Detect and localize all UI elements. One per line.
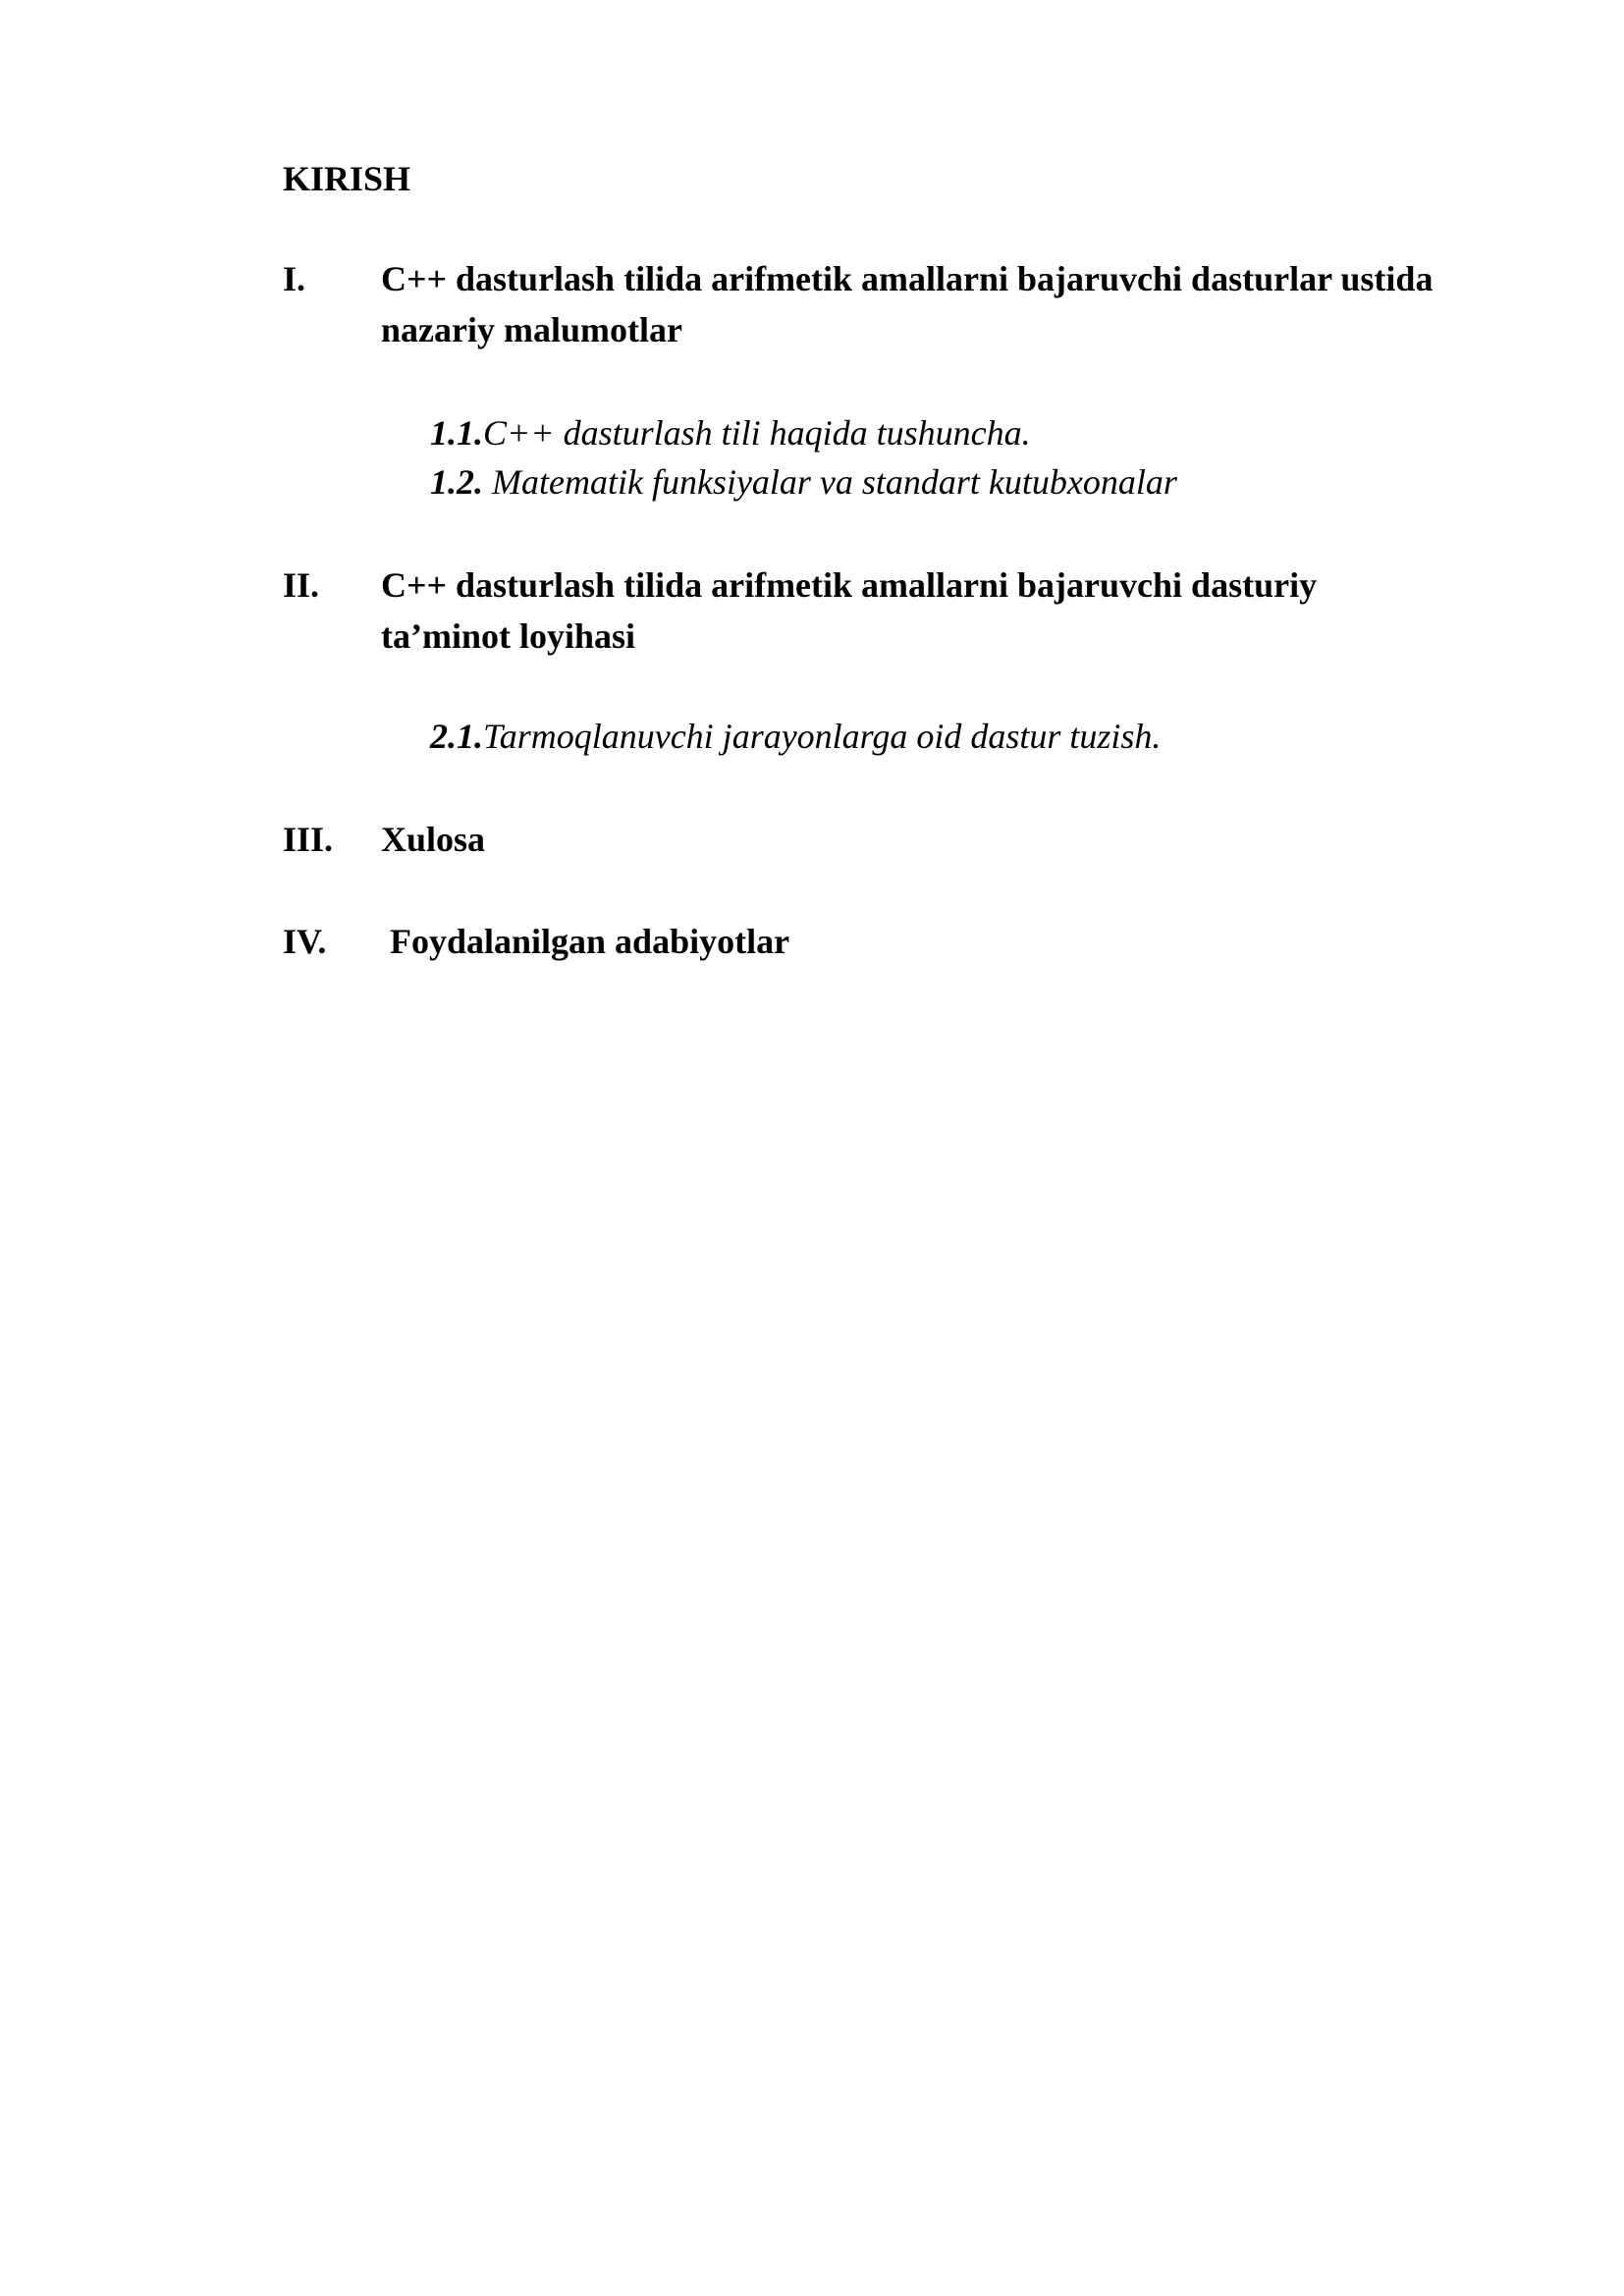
toc-subsection-1-1 [430,408,1031,457]
section-title: Foydalanilgan adabiyotlar [381,922,790,961]
section-title: C++ dasturlash tilida arifmetik amallarni bajaruvchi dasturiy ta’minot loyihasi [381,565,1318,656]
subsection-number: 2.1. [430,717,483,756]
subsection-number: 1.1. [430,413,483,453]
section-title: Xulosa [381,820,486,859]
subsection-number: 1.2. [430,462,483,502]
toc-subsection-1-2 [430,457,1177,507]
section-numeral: IV. [283,922,327,961]
subsection-text: C++ dasturlash tili haqida tushuncha. [483,413,1031,453]
section-title: C++ dasturlash tilida arifmetik amallarni bajaruvchi dasturlar ustida nazariy malumotlar [381,259,1434,349]
toc-subsection-2-1 [430,712,1161,761]
section-numeral: I. [283,259,306,298]
section-numeral: II. [283,565,320,605]
intro-heading: KIRISH [283,159,411,198]
section-numeral: III. [283,820,334,859]
subsection-text: Matematik funksiyalar va standart kutubxonalar [483,462,1177,502]
subsection-text: Tarmoqlanuvchi jarayonlarga oid dastur tuzish. [483,717,1162,756]
